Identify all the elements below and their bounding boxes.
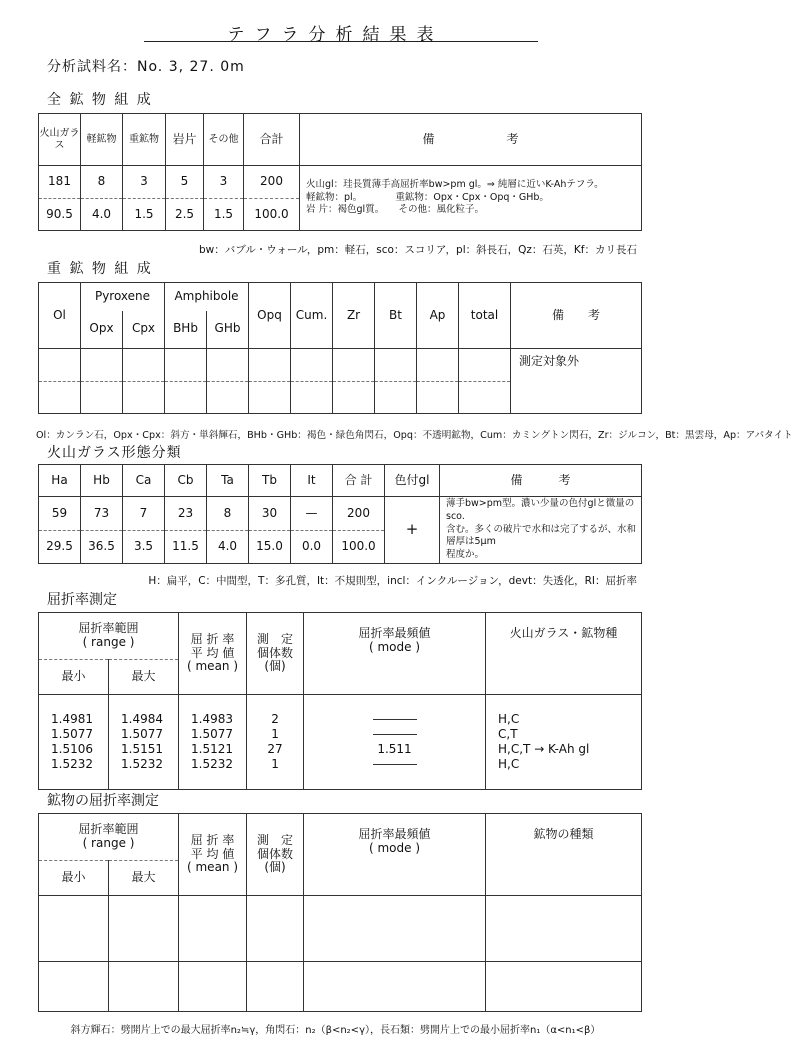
mean-label-en: ( mean ) bbox=[187, 659, 239, 674]
count-cell: 200 bbox=[244, 166, 300, 199]
count-label-1: 測 定 bbox=[257, 631, 294, 646]
empty-cell bbox=[179, 896, 247, 962]
header-opq: Opq bbox=[249, 283, 291, 349]
header-total: 合計 bbox=[244, 114, 300, 166]
species-value: H,C bbox=[498, 757, 520, 771]
header-mineral-species: 鉱物の種類 bbox=[486, 814, 642, 896]
abbreviation-note-1: bw：バブル・ウォール，pm：軽石，sco：スコリア，pl：斜長石，Qz：石英，Kf：カリ長石 bbox=[198, 244, 637, 256]
count-cell: 3 bbox=[123, 166, 166, 199]
range-label-en: ( range ) bbox=[82, 635, 135, 649]
empty-cell bbox=[459, 382, 511, 414]
section-title-mineral-refractive-index: 鉱物の屈折率測定 bbox=[47, 793, 159, 809]
header-remarks: 備 考 bbox=[511, 283, 642, 349]
section-title-whole-mineral: 全 鉱 物 組 成 bbox=[47, 92, 153, 108]
empty-cell bbox=[333, 349, 375, 382]
remark-line: 程度か。 bbox=[446, 549, 485, 561]
mode-label: 屈折率最頻値 bbox=[358, 827, 431, 841]
count-cell: 8 bbox=[81, 166, 123, 199]
header-light-minerals: 軽鉱物 bbox=[81, 114, 123, 166]
percent-cell: 1.5 bbox=[204, 199, 244, 231]
page-title: テフラ分析結果表 bbox=[227, 25, 444, 45]
sample-name: 分析試料名：No. 3, 27. 0m bbox=[47, 59, 245, 75]
empty-cell bbox=[39, 962, 109, 1012]
percent-cell: 2.5 bbox=[166, 199, 204, 231]
empty-cell bbox=[39, 349, 81, 382]
header-cpx: Cpx bbox=[123, 311, 165, 349]
header-ol: Ol bbox=[39, 283, 81, 349]
count-cell: 200 bbox=[333, 497, 385, 531]
mean-value: 1.5232 bbox=[191, 757, 234, 771]
header-mode bbox=[304, 814, 486, 896]
empty-cell bbox=[417, 382, 459, 414]
empty-cell bbox=[123, 349, 165, 382]
mode-dash-row bbox=[304, 712, 485, 727]
header-remarks: 備 考 bbox=[440, 465, 642, 497]
empty-cell bbox=[375, 349, 417, 382]
header-total: 合 計 bbox=[333, 465, 385, 497]
empty-cell bbox=[333, 382, 375, 414]
header-hb: Hb bbox=[81, 465, 123, 497]
header-ha: Ha bbox=[39, 465, 81, 497]
count-cell: 5 bbox=[166, 166, 204, 199]
header-ca: Ca bbox=[123, 465, 165, 497]
empty-cell bbox=[109, 896, 179, 962]
count-cell: 59 bbox=[39, 497, 81, 531]
empty-cell bbox=[81, 382, 123, 414]
abbreviation-note-3: H：扁平，C：中間型，T：多孔質，It：不規則型，incl：インクルージョン，devt：失透化，RI：屈折率 bbox=[148, 575, 637, 587]
section-title-refractive-index: 屈折率測定 bbox=[47, 592, 117, 608]
percent-cell: 90.5 bbox=[39, 199, 81, 231]
header-zr: Zr bbox=[333, 283, 375, 349]
header-min: 最小 bbox=[39, 861, 109, 896]
mean-value: 1.5121 bbox=[191, 742, 234, 756]
mode-dash bbox=[373, 719, 417, 720]
remark-line: 含む。多くの破片で水和は完了するが、水和層厚は5μm bbox=[446, 523, 637, 548]
species-value: C,T bbox=[498, 727, 518, 741]
header-count bbox=[247, 613, 304, 695]
species-value: H,C,T → K-Ah gl bbox=[498, 742, 590, 756]
header-other: その他 bbox=[204, 114, 244, 166]
abbreviation-note-2: Ol：カンラン石，Opx・Cpx：斜方・単斜輝石，BHb・GHb：褐色・緑色角閃石，Opq：不透明鉱物，Cum：カミングトン閃石，Zr：ジルコン，Bt：黒雲母，Ap：アパタイト bbox=[36, 430, 793, 441]
count-cell: 8 bbox=[207, 497, 249, 531]
species-column bbox=[486, 695, 642, 790]
glass-shape-remarks bbox=[440, 497, 642, 564]
count-label-2: 個体数 bbox=[257, 846, 294, 861]
percent-cell: 11.5 bbox=[165, 531, 207, 564]
whole-mineral-table bbox=[38, 113, 642, 231]
count-column bbox=[247, 695, 304, 790]
count-cell: — bbox=[291, 497, 333, 531]
range-label: 屈折率範囲 bbox=[78, 621, 139, 636]
max-value: 1.5077 bbox=[121, 727, 163, 741]
mean-label-en: ( mean ) bbox=[187, 860, 239, 875]
max-column bbox=[109, 695, 179, 790]
mode-value: 1.511 bbox=[377, 742, 412, 756]
mode-label: 屈折率最頻値 bbox=[358, 626, 431, 640]
mode-label-en: ( mode ) bbox=[369, 639, 421, 654]
footnote: 斜方輝石：劈開片上での最大屈折率n₂≒γ，角閃石：n₂（β<n₂<γ），長石類：劈開片上での最小屈折率n₁（α<n₁<β） bbox=[70, 1025, 601, 1036]
count-cell: 181 bbox=[39, 166, 81, 199]
mean-column bbox=[179, 695, 247, 790]
count-cell: 23 bbox=[165, 497, 207, 531]
percent-cell: 4.0 bbox=[207, 531, 249, 564]
count-label-1: 測 定 bbox=[257, 832, 294, 847]
max-value: 1.4984 bbox=[121, 712, 163, 726]
refractive-index-table bbox=[38, 612, 642, 790]
empty-cell bbox=[109, 962, 179, 1012]
group-amphibole: Amphibole bbox=[165, 283, 249, 311]
mineral-refractive-index-table bbox=[38, 813, 642, 1012]
empty-cell bbox=[486, 896, 642, 962]
mean-label-2: 平 均 値 bbox=[190, 645, 235, 660]
empty-cell bbox=[249, 349, 291, 382]
section-title-glass-shape: 火山ガラス形態分類 bbox=[47, 445, 182, 461]
empty-cell bbox=[247, 962, 304, 1012]
empty-cell bbox=[123, 382, 165, 414]
mode-column bbox=[304, 695, 486, 790]
empty-cell bbox=[304, 896, 486, 962]
percent-cell: 0.0 bbox=[291, 531, 333, 564]
species-value: H,C bbox=[498, 712, 520, 726]
mean-value: 1.5077 bbox=[191, 727, 234, 741]
percent-cell: 15.0 bbox=[249, 531, 291, 564]
count-cell: 7 bbox=[123, 497, 165, 531]
header-cum: Cum. bbox=[291, 283, 333, 349]
header-min: 最小 bbox=[39, 660, 109, 695]
mode-dash-row bbox=[304, 727, 485, 742]
empty-cell bbox=[39, 382, 81, 414]
empty-cell bbox=[247, 896, 304, 962]
empty-cell bbox=[291, 349, 333, 382]
header-mode bbox=[304, 613, 486, 695]
min-value: 1.4981 bbox=[51, 712, 93, 726]
empty-cell bbox=[165, 382, 207, 414]
header-species: 火山ガラス・鉱物種 bbox=[486, 613, 642, 695]
mode-label-en: ( mode ) bbox=[369, 840, 421, 855]
empty-cell bbox=[179, 962, 247, 1012]
header-max: 最大 bbox=[109, 861, 179, 896]
header-rock-fragments: 岩片 bbox=[166, 114, 204, 166]
percent-cell: 29.5 bbox=[39, 531, 81, 564]
percent-cell: 1.5 bbox=[123, 199, 166, 231]
empty-cell bbox=[165, 349, 207, 382]
remark-line: 軽鉱物：pl。 重鉱物：Opx・Cpx・Opq・GHb。 bbox=[306, 191, 549, 203]
mean-label-2: 平 均 値 bbox=[190, 846, 235, 861]
empty-cell bbox=[459, 349, 511, 382]
header-range bbox=[39, 814, 179, 861]
max-value: 1.5232 bbox=[121, 757, 163, 771]
percent-cell: 36.5 bbox=[81, 531, 123, 564]
empty-cell bbox=[375, 382, 417, 414]
max-value: 1.5151 bbox=[121, 742, 163, 756]
empty-cell bbox=[291, 382, 333, 414]
empty-cell bbox=[249, 382, 291, 414]
title-underline bbox=[144, 41, 538, 42]
mean-label-1: 屈 折 率 bbox=[190, 832, 235, 847]
header-ap: Ap bbox=[417, 283, 459, 349]
count-label-2: 個体数 bbox=[257, 645, 294, 660]
header-count bbox=[247, 814, 304, 896]
mode-dash bbox=[373, 734, 417, 735]
heavy-mineral-remark: 測定対象外 bbox=[511, 349, 642, 414]
mean-value: 1.4983 bbox=[191, 712, 234, 726]
header-tb: Tb bbox=[249, 465, 291, 497]
min-value: 1.5106 bbox=[51, 742, 93, 756]
whole-mineral-remarks bbox=[300, 166, 642, 231]
range-label-en: ( range ) bbox=[82, 836, 135, 850]
empty-cell bbox=[304, 962, 486, 1012]
header-volcanic-glass: 火山ガラス bbox=[39, 114, 81, 166]
count-cell: 30 bbox=[249, 497, 291, 531]
percent-cell: 4.0 bbox=[81, 199, 123, 231]
group-pyroxene: Pyroxene bbox=[81, 283, 165, 311]
glass-shape-table bbox=[38, 464, 642, 564]
empty-cell bbox=[207, 349, 249, 382]
count-value: 1 bbox=[271, 757, 279, 771]
header-max: 最大 bbox=[109, 660, 179, 695]
header-bt: Bt bbox=[375, 283, 417, 349]
header-mean bbox=[179, 814, 247, 896]
min-column bbox=[39, 695, 109, 790]
count-value: 2 bbox=[271, 712, 279, 726]
empty-cell bbox=[486, 962, 642, 1012]
header-total: total bbox=[459, 283, 511, 349]
header-cb: Cb bbox=[165, 465, 207, 497]
header-bhb: BHb bbox=[165, 311, 207, 349]
range-label: 屈折率範囲 bbox=[78, 822, 139, 837]
header-opx: Opx bbox=[81, 311, 123, 349]
empty-cell bbox=[207, 382, 249, 414]
empty-cell bbox=[81, 349, 123, 382]
min-value: 1.5077 bbox=[51, 727, 93, 741]
header-ghb: GHb bbox=[207, 311, 249, 349]
remark-line: 薄手bw>pm型。濃い少量の色付glと微量のsco. bbox=[446, 497, 635, 522]
mode-dash-row bbox=[304, 757, 485, 772]
mode-dash bbox=[373, 764, 417, 765]
empty-cell bbox=[39, 896, 109, 962]
heavy-mineral-table bbox=[38, 282, 642, 414]
section-title-heavy-mineral: 重 鉱 物 組 成 bbox=[47, 261, 153, 277]
header-it: It bbox=[291, 465, 333, 497]
percent-cell: 3.5 bbox=[123, 531, 165, 564]
percent-cell: 100.0 bbox=[244, 199, 300, 231]
header-ta: Ta bbox=[207, 465, 249, 497]
count-label-3: (個) bbox=[264, 659, 286, 674]
header-heavy-minerals: 重鉱物 bbox=[123, 114, 166, 166]
min-value: 1.5232 bbox=[51, 757, 93, 771]
empty-cell bbox=[417, 349, 459, 382]
count-cell: 3 bbox=[204, 166, 244, 199]
header-remarks: 備 考 bbox=[300, 114, 642, 166]
colored-glass-value: + bbox=[385, 497, 440, 564]
remark-line: 火山gl：珪長質薄手高屈折率bw>pm gl。⇒ 純層に近いK-Ahテフラ。 bbox=[306, 178, 604, 190]
header-colored-glass: 色付gl bbox=[385, 465, 440, 497]
count-value: 27 bbox=[267, 742, 283, 756]
header-range bbox=[39, 613, 179, 660]
count-value: 1 bbox=[271, 727, 279, 741]
count-cell: 73 bbox=[81, 497, 123, 531]
remark-line: 岩 片：褐色gl質。 その他：風化粒子。 bbox=[306, 204, 484, 216]
mean-label-1: 屈 折 率 bbox=[190, 631, 235, 646]
count-label-3: (個) bbox=[264, 860, 286, 875]
header-mean bbox=[179, 613, 247, 695]
percent-cell: 100.0 bbox=[333, 531, 385, 564]
